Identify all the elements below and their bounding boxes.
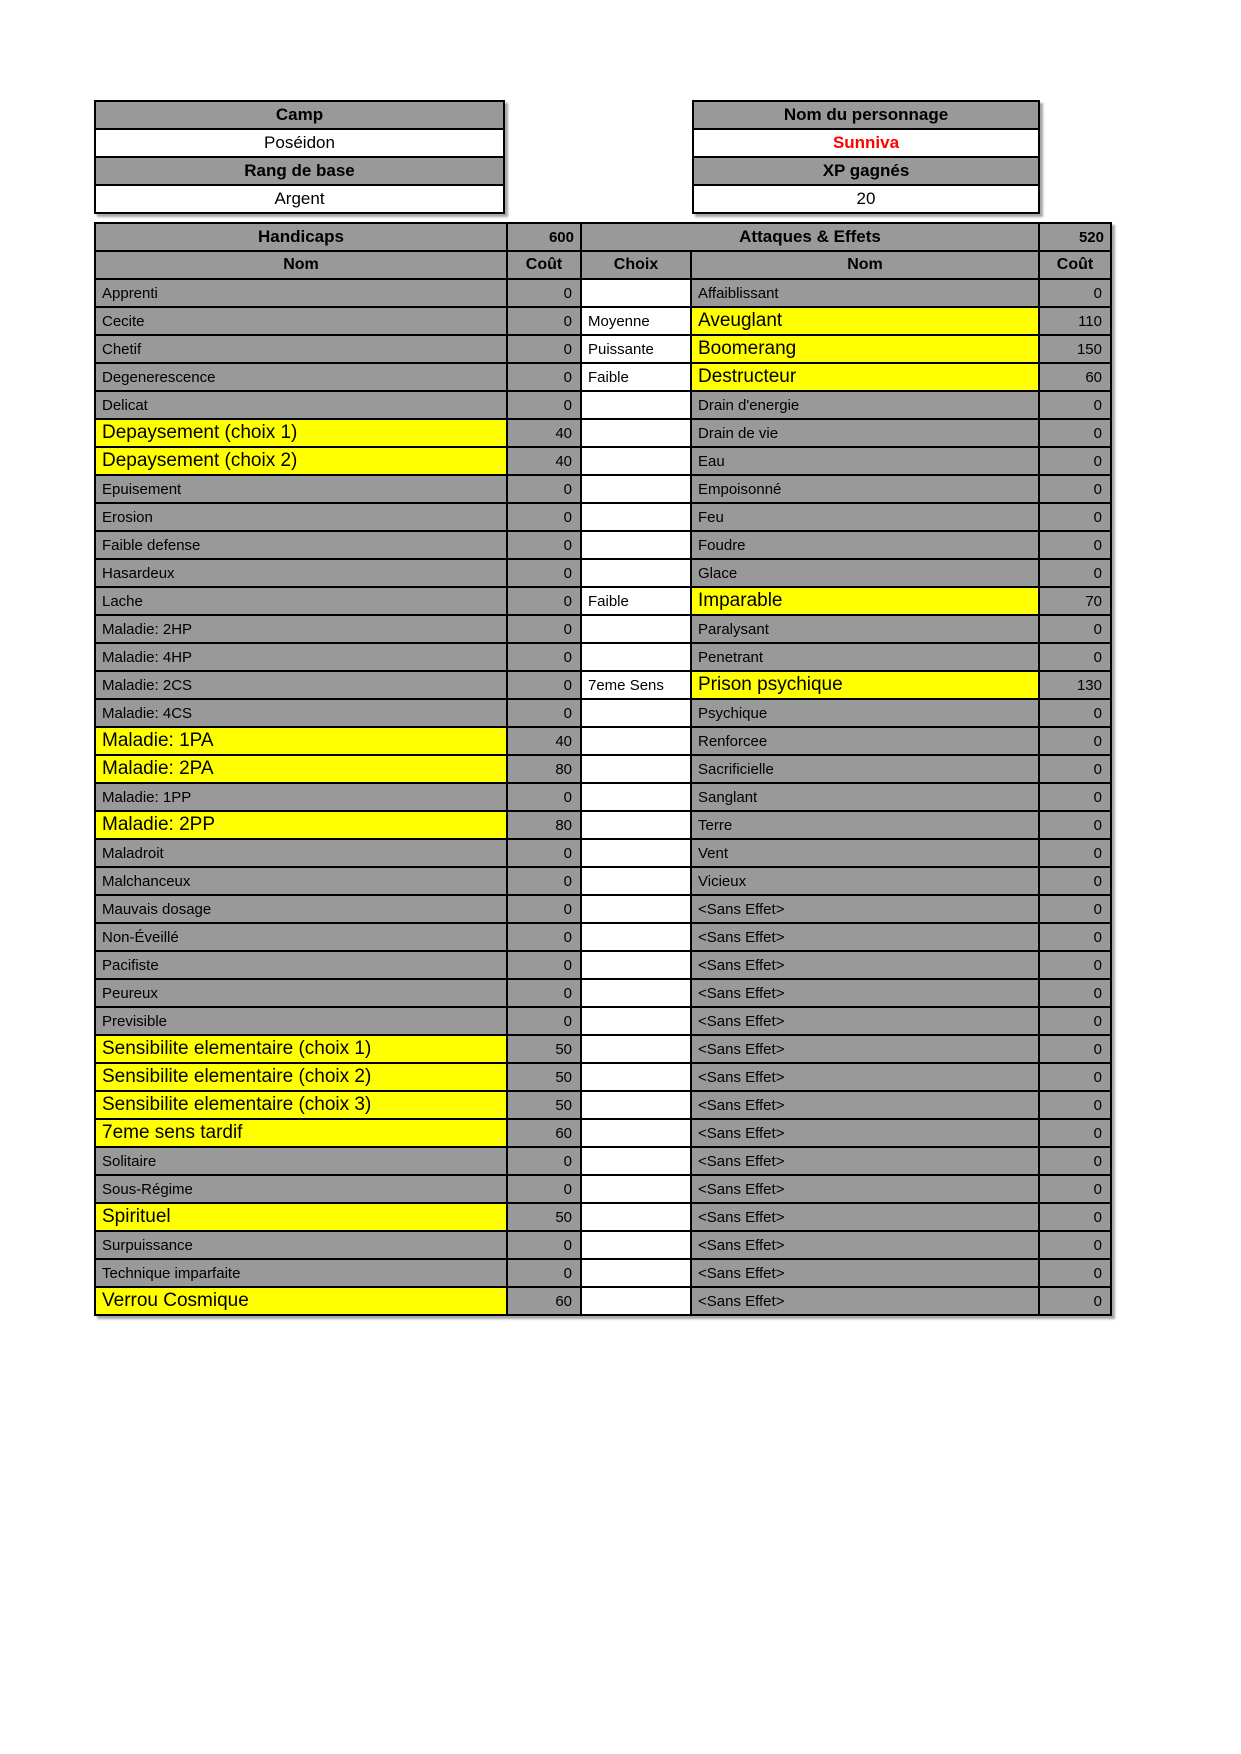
attaque-cost-cell: 0 xyxy=(1040,504,1110,530)
handicap-choix-cell xyxy=(582,504,690,530)
handicap-name-cell: Solitaire xyxy=(96,1148,506,1174)
handicap-choix-cell xyxy=(582,1260,690,1286)
attaque-name-cell: Vicieux xyxy=(692,868,1038,894)
handicap-cost-cell: 0 xyxy=(508,560,580,586)
handicap-name-cell: Maladie: 2HP xyxy=(96,616,506,642)
camp-info-table xyxy=(94,100,505,214)
attaque-name-cell: Drain de vie xyxy=(692,420,1038,446)
attaque-name-cell: Paralysant xyxy=(692,616,1038,642)
attaque-name-cell: <Sans Effet> xyxy=(692,980,1038,1006)
handicap-name-cell: Spirituel xyxy=(96,1204,506,1230)
handicap-choix-cell xyxy=(582,280,690,306)
handicap-name-cell: Previsible xyxy=(96,1008,506,1034)
handicap-cost-cell: 40 xyxy=(508,728,580,754)
attaque-cost-cell: 0 xyxy=(1040,1148,1110,1174)
xp-header-cell: XP gagnés xyxy=(694,158,1038,184)
handicap-cost-cell: 50 xyxy=(508,1092,580,1118)
attaque-name-cell: Renforcee xyxy=(692,728,1038,754)
handicap-cost-cell: 0 xyxy=(508,1260,580,1286)
handicap-choix-cell xyxy=(582,700,690,726)
attaque-cost-cell: 150 xyxy=(1040,336,1110,362)
attaque-cost-cell: 130 xyxy=(1040,672,1110,698)
handicap-name-cell: Faible defense xyxy=(96,532,506,558)
attaque-name-cell: Affaiblissant xyxy=(692,280,1038,306)
rang-header-cell: Rang de base xyxy=(96,158,503,184)
attaque-cost-cell: 110 xyxy=(1040,308,1110,334)
attaque-name-cell: <Sans Effet> xyxy=(692,1176,1038,1202)
handicap-name-cell: Non-Éveillé xyxy=(96,924,506,950)
handicap-choix-cell xyxy=(582,420,690,446)
handicap-name-cell: Maladie: 4CS xyxy=(96,700,506,726)
attaque-name-cell: Foudre xyxy=(692,532,1038,558)
handicap-cost-cell: 0 xyxy=(508,840,580,866)
handicap-cost-cell: 0 xyxy=(508,1232,580,1258)
attaque-cost-cell: 0 xyxy=(1040,1288,1110,1314)
camp-header-cell: Camp xyxy=(96,102,503,128)
handicap-name-cell: Chetif xyxy=(96,336,506,362)
handicap-choix-cell xyxy=(582,952,690,978)
attaque-name-cell: Sacrificielle xyxy=(692,756,1038,782)
handicap-name-cell: Sensibilite elementaire (choix 1) xyxy=(96,1036,506,1062)
handicap-name-cell: Hasardeux xyxy=(96,560,506,586)
handicap-choix-cell xyxy=(582,1204,690,1230)
handicap-choix-cell xyxy=(582,616,690,642)
attaque-name-cell: Sanglant xyxy=(692,784,1038,810)
handicap-name-cell: Mauvais dosage xyxy=(96,896,506,922)
attaque-cost-cell: 0 xyxy=(1040,980,1110,1006)
handicap-choix-cell xyxy=(582,1288,690,1314)
handicap-choix-cell xyxy=(582,448,690,474)
attaque-cost-cell: 0 xyxy=(1040,1008,1110,1034)
handicap-cost-cell: 0 xyxy=(508,672,580,698)
attaque-cost-cell: 0 xyxy=(1040,392,1110,418)
handicap-cost-cell: 0 xyxy=(508,504,580,530)
handicap-cost-cell: 0 xyxy=(508,924,580,950)
handicap-choix-cell xyxy=(582,1232,690,1258)
handicap-choix-cell xyxy=(582,896,690,922)
attaque-cost-cell: 0 xyxy=(1040,952,1110,978)
handicap-choix-cell xyxy=(582,1064,690,1090)
handicap-cost-cell: 40 xyxy=(508,448,580,474)
handicap-name-cell: Peureux xyxy=(96,980,506,1006)
handicap-name-cell: Maladie: 2CS xyxy=(96,672,506,698)
attaque-cost-cell: 0 xyxy=(1040,1176,1110,1202)
attaque-name-cell: Vent xyxy=(692,840,1038,866)
handicap-choix-cell xyxy=(582,1036,690,1062)
xp-value-cell: 20 xyxy=(694,186,1038,212)
attaque-cost-cell: 0 xyxy=(1040,896,1110,922)
attaque-cost-cell: 0 xyxy=(1040,1036,1110,1062)
handicap-name-cell: Lache xyxy=(96,588,506,614)
attaque-cost-cell: 0 xyxy=(1040,280,1110,306)
handicap-cost-cell: 0 xyxy=(508,532,580,558)
attaque-name-cell: <Sans Effet> xyxy=(692,924,1038,950)
attaque-cost-cell: 0 xyxy=(1040,616,1110,642)
handicap-choix-cell xyxy=(582,1008,690,1034)
handicaps-nom-header: Nom xyxy=(96,252,506,278)
attaque-cost-cell: 70 xyxy=(1040,588,1110,614)
attaque-name-cell: <Sans Effet> xyxy=(692,1036,1038,1062)
handicap-choix-cell: Puissante xyxy=(582,336,690,362)
attaque-cost-cell: 0 xyxy=(1040,1260,1110,1286)
handicap-name-cell: Maladie: 1PA xyxy=(96,728,506,754)
handicap-cost-cell: 50 xyxy=(508,1036,580,1062)
handicap-name-cell: Surpuissance xyxy=(96,1232,506,1258)
handicap-choix-cell xyxy=(582,756,690,782)
handicap-choix-cell xyxy=(582,1176,690,1202)
attaque-cost-cell: 0 xyxy=(1040,448,1110,474)
attaque-name-cell: <Sans Effet> xyxy=(692,1092,1038,1118)
main-grid xyxy=(94,222,1112,1316)
attaque-name-cell: Psychique xyxy=(692,700,1038,726)
handicap-cost-cell: 40 xyxy=(508,420,580,446)
attaque-name-cell: Glace xyxy=(692,560,1038,586)
handicap-choix-cell xyxy=(582,1148,690,1174)
nom-personnage-value-cell: Sunniva xyxy=(694,130,1038,156)
handicap-cost-cell: 0 xyxy=(508,784,580,810)
handicaps-total-cell: 600 xyxy=(508,224,580,250)
attaque-name-cell: <Sans Effet> xyxy=(692,1288,1038,1314)
handicap-choix-cell xyxy=(582,1120,690,1146)
handicap-name-cell: Maladroit xyxy=(96,840,506,866)
attaque-name-cell: Terre xyxy=(692,812,1038,838)
attaques-total-cell: 520 xyxy=(1040,224,1110,250)
attaque-cost-cell: 0 xyxy=(1040,700,1110,726)
handicap-choix-cell: 7eme Sens xyxy=(582,672,690,698)
handicap-cost-cell: 0 xyxy=(508,1176,580,1202)
handicap-name-cell: 7eme sens tardif xyxy=(96,1120,506,1146)
attaque-name-cell: Imparable xyxy=(692,588,1038,614)
handicap-name-cell: Depaysement (choix 1) xyxy=(96,420,506,446)
handicap-cost-cell: 0 xyxy=(508,336,580,362)
handicap-choix-cell xyxy=(582,924,690,950)
handicap-name-cell: Depaysement (choix 2) xyxy=(96,448,506,474)
rang-value-cell: Argent xyxy=(96,186,503,212)
attaque-name-cell: Aveuglant xyxy=(692,308,1038,334)
handicap-choix-cell xyxy=(582,644,690,670)
attaque-cost-cell: 0 xyxy=(1040,644,1110,670)
handicap-name-cell: Pacifiste xyxy=(96,952,506,978)
handicap-cost-cell: 80 xyxy=(508,812,580,838)
handicap-name-cell: Sous-Régime xyxy=(96,1176,506,1202)
handicap-cost-cell: 50 xyxy=(508,1064,580,1090)
handicap-cost-cell: 60 xyxy=(508,1288,580,1314)
handicap-choix-cell xyxy=(582,868,690,894)
handicap-cost-cell: 60 xyxy=(508,1120,580,1146)
attaque-name-cell: Eau xyxy=(692,448,1038,474)
handicap-name-cell: Maladie: 2PA xyxy=(96,756,506,782)
handicap-name-cell: Apprenti xyxy=(96,280,506,306)
attaque-cost-cell: 0 xyxy=(1040,728,1110,754)
handicap-cost-cell: 0 xyxy=(508,1148,580,1174)
handicap-cost-cell: 50 xyxy=(508,1204,580,1230)
attaque-cost-cell: 0 xyxy=(1040,784,1110,810)
handicap-name-cell: Epuisement xyxy=(96,476,506,502)
attaque-cost-cell: 0 xyxy=(1040,560,1110,586)
attaque-name-cell: Feu xyxy=(692,504,1038,530)
attaque-cost-cell: 0 xyxy=(1040,420,1110,446)
handicap-cost-cell: 80 xyxy=(508,756,580,782)
handicap-choix-cell xyxy=(582,560,690,586)
attaque-cost-cell: 0 xyxy=(1040,532,1110,558)
handicap-name-cell: Delicat xyxy=(96,392,506,418)
attaque-name-cell: <Sans Effet> xyxy=(692,1148,1038,1174)
handicap-name-cell: Degenerescence xyxy=(96,364,506,390)
attaque-name-cell: <Sans Effet> xyxy=(692,1204,1038,1230)
attaque-name-cell: Penetrant xyxy=(692,644,1038,670)
handicap-name-cell: Cecite xyxy=(96,308,506,334)
personnage-info-table xyxy=(692,100,1040,214)
handicap-cost-cell: 0 xyxy=(508,1008,580,1034)
attaque-name-cell: Boomerang xyxy=(692,336,1038,362)
handicap-cost-cell: 0 xyxy=(508,868,580,894)
attaque-name-cell: <Sans Effet> xyxy=(692,1008,1038,1034)
handicap-cost-cell: 0 xyxy=(508,644,580,670)
attaques-nom-header: Nom xyxy=(692,252,1038,278)
attaque-name-cell: <Sans Effet> xyxy=(692,1064,1038,1090)
attaque-cost-cell: 0 xyxy=(1040,868,1110,894)
handicap-name-cell: Technique imparfaite xyxy=(96,1260,506,1286)
handicap-choix-cell xyxy=(582,784,690,810)
handicap-choix-cell: Faible xyxy=(582,364,690,390)
handicap-name-cell: Verrou Cosmique xyxy=(96,1288,506,1314)
handicap-cost-cell: 0 xyxy=(508,280,580,306)
attaque-cost-cell: 0 xyxy=(1040,756,1110,782)
attaque-cost-cell: 0 xyxy=(1040,1232,1110,1258)
handicap-cost-cell: 0 xyxy=(508,476,580,502)
handicap-name-cell: Sensibilite elementaire (choix 2) xyxy=(96,1064,506,1090)
handicap-choix-cell xyxy=(582,1092,690,1118)
handicap-name-cell: Maladie: 4HP xyxy=(96,644,506,670)
choix-header: Choix xyxy=(582,252,690,278)
handicap-name-cell: Sensibilite elementaire (choix 3) xyxy=(96,1092,506,1118)
handicap-choix-cell xyxy=(582,392,690,418)
handicap-choix-cell xyxy=(582,812,690,838)
attaques-cout-header: Coût xyxy=(1040,252,1110,278)
attaque-name-cell: <Sans Effet> xyxy=(692,1260,1038,1286)
handicap-choix-cell xyxy=(582,840,690,866)
handicap-cost-cell: 0 xyxy=(508,700,580,726)
handicap-name-cell: Maladie: 2PP xyxy=(96,812,506,838)
handicap-name-cell: Maladie: 1PP xyxy=(96,784,506,810)
attaque-name-cell: Prison psychique xyxy=(692,672,1038,698)
camp-value-cell: Poséidon xyxy=(96,130,503,156)
nom-personnage-header-cell: Nom du personnage xyxy=(694,102,1038,128)
handicap-choix-cell: Moyenne xyxy=(582,308,690,334)
handicap-choix-cell xyxy=(582,476,690,502)
attaque-cost-cell: 0 xyxy=(1040,812,1110,838)
handicap-choix-cell xyxy=(582,980,690,1006)
attaque-cost-cell: 0 xyxy=(1040,1092,1110,1118)
attaque-cost-cell: 0 xyxy=(1040,1204,1110,1230)
handicap-cost-cell: 0 xyxy=(508,616,580,642)
handicap-choix-cell xyxy=(582,532,690,558)
attaque-cost-cell: 0 xyxy=(1040,840,1110,866)
attaque-cost-cell: 0 xyxy=(1040,1064,1110,1090)
attaque-cost-cell: 60 xyxy=(1040,364,1110,390)
handicap-cost-cell: 0 xyxy=(508,588,580,614)
handicap-cost-cell: 0 xyxy=(508,896,580,922)
attaque-name-cell: <Sans Effet> xyxy=(692,1232,1038,1258)
handicap-choix-cell: Faible xyxy=(582,588,690,614)
handicap-name-cell: Erosion xyxy=(96,504,506,530)
handicap-name-cell: Malchanceux xyxy=(96,868,506,894)
attaque-name-cell: Drain d'energie xyxy=(692,392,1038,418)
attaques-title-cell: Attaques & Effets xyxy=(582,224,1038,250)
handicap-cost-cell: 0 xyxy=(508,980,580,1006)
attaque-cost-cell: 0 xyxy=(1040,1120,1110,1146)
attaque-name-cell: <Sans Effet> xyxy=(692,1120,1038,1146)
attaque-name-cell: Destructeur xyxy=(692,364,1038,390)
attaque-cost-cell: 0 xyxy=(1040,924,1110,950)
attaque-cost-cell: 0 xyxy=(1040,476,1110,502)
attaque-name-cell: <Sans Effet> xyxy=(692,952,1038,978)
handicaps-title-cell: Handicaps xyxy=(96,224,506,250)
handicaps-cout-header: Coût xyxy=(508,252,580,278)
handicap-cost-cell: 0 xyxy=(508,392,580,418)
handicap-cost-cell: 0 xyxy=(508,364,580,390)
handicap-cost-cell: 0 xyxy=(508,308,580,334)
attaque-name-cell: <Sans Effet> xyxy=(692,896,1038,922)
handicap-choix-cell xyxy=(582,728,690,754)
attaque-name-cell: Empoisonné xyxy=(692,476,1038,502)
handicap-cost-cell: 0 xyxy=(508,952,580,978)
